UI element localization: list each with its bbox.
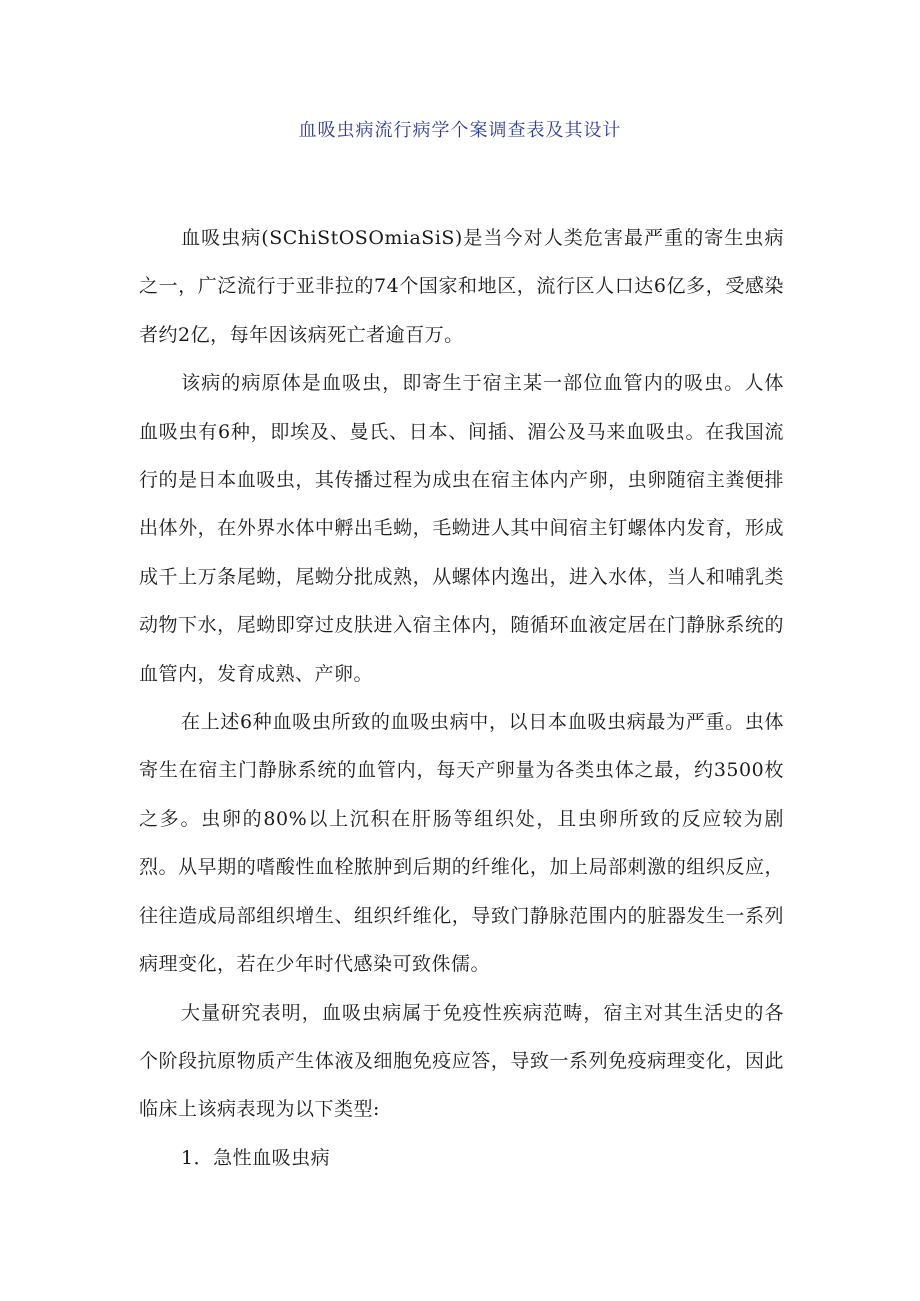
section-heading-acute: 1．急性血吸虫病 xyxy=(181,1146,331,1169)
paragraph-severity: 在上述6种血吸虫所致的血吸虫病中，以日本血吸虫病最为严重。虫体寄生在宿主门静脉系统的血管内，每天产卵量为各类虫体之最，约3500枚之多。虫卵的80%以上沉积在肝肠等组织处，且虫卵所致的反应较为剧烈。从早期的嗜酸性血栓脓肿到后期的纤维化，加上局部刺激的组织反应，往往造成局部组织增生、组织纤维化，导致门静脉范围内的脏器发生一系列病理变化，若在少年时代感染可致侏儒。 xyxy=(139,711,784,976)
paragraph-intro: 血吸虫病(SChiStOSOmiaSiS)是当今对人类危害最严重的寄生虫病之一，广泛流行于亚非拉的74个国家和地区，流行区人口达6亿多，受感染者约2亿，每年因该病死亡者逾百万。 xyxy=(139,227,784,346)
document-body xyxy=(139,214,784,1182)
document-title: 血吸虫病流行病学个案调查表及其设计 xyxy=(298,120,622,141)
paragraph-immunology: 大量研究表明，血吸虫病属于免疫性疾病范畴，宿主对其生活史的各个阶段抗原物质产生体液及细胞免疫应答，导致一系列免疫病理变化，因此临床上该病表现为以下类型: xyxy=(139,1001,784,1121)
paragraph-pathogen: 该病的病原体是血吸虫，即寄生于宿主某一部位血管内的吸虫。人体血吸虫有6种，即埃及、曼氏、日本、间插、湄公及马来血吸虫。在我国流行的是日本血吸虫，其传播过程为成虫在宿主体内产卵，虫卵随宿主粪便排出体外，在外界水体中孵出毛蚴，毛蚴进人其中间宿主钉螺体内发育，形成成千上万条尾蚴，尾蚴分批成熟，从螺体内逸出，进入水体，当人和哺乳类动物下水，尾蚴即穿过皮肤进入宿主体内，随循环血液定居在门静脉系统的血管内，发育成熟、产卵。 xyxy=(139,372,784,685)
